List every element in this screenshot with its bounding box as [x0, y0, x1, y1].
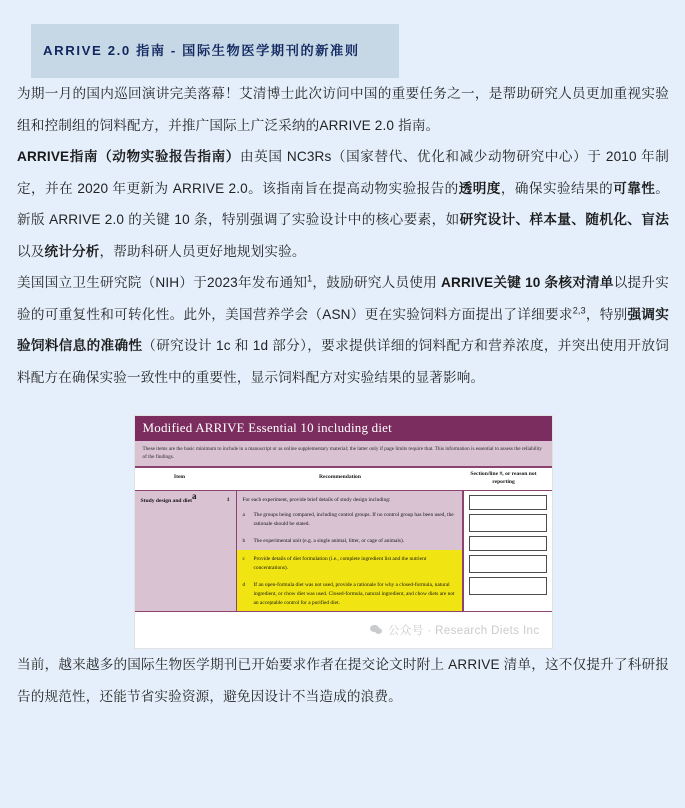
connector-text-2: 以及	[17, 243, 45, 259]
subrow-letter-d: d	[242, 582, 246, 589]
keyword-statistics: 统计分析	[44, 243, 100, 259]
paragraph-conclusion-text: 当前，越来越多的国际生物医学期刊已开始要求作者在提交论文时附上 ARRIVE 清单，这不仅提升了科研报告的规范性，还能节省实验资源，避免因设计不当造成的浪费。	[17, 657, 669, 704]
keyword-checklist: ARRIVE关键 10 条核对清单	[441, 275, 614, 291]
watermark-text: 公众号 · Research Diets Inc	[388, 625, 540, 638]
paragraph-nih-asn	[17, 267, 669, 393]
answer-input-d[interactable]	[469, 577, 547, 595]
recommendation-lead-text: For each experiment, provide brief details of study design including:	[242, 496, 391, 503]
recommendation-subrow-a	[237, 506, 462, 532]
arrive-guideline-name: ARRIVE指南（动物实验报告指南）	[17, 149, 240, 165]
paragraph-intro-text: 为期一月的国内巡回演讲完美落幕！艾清博士此次访问中国的重要任务之一，是帮助研究人员更加重视实验组和控制组的饲料配方，并推广国际上广泛采纳的ARRIVE 2.0 指南。	[17, 86, 669, 133]
watermark	[370, 622, 539, 638]
answer-input-c[interactable]	[469, 555, 547, 573]
keyword-transparency: 透明度	[458, 180, 501, 196]
page-title: ARRIVE 2.0 指南 - 国际生物医学期刊的新准则	[43, 43, 360, 59]
paragraph-arrive-background	[17, 141, 669, 267]
keyword-diet-accuracy: 强调实验饲料信息的准确性	[17, 306, 669, 354]
table-row-item-cell	[135, 491, 237, 612]
connector-text-3: ，鼓励研究人员使用	[312, 275, 442, 291]
arrive-checklist-figure	[134, 415, 553, 649]
connector-text-4: ，特别	[585, 306, 628, 322]
asn-requirement-text: 以提升实验的可重复性和可转化性。此外，美国营养学会（ASN）更在实验饲料方面提出了详细要求	[17, 275, 669, 322]
figure-container	[17, 415, 669, 649]
subrow-letter-a: a	[242, 512, 245, 519]
answer-input-a[interactable]	[469, 514, 547, 532]
essential-ten-text: 。新版 ARRIVE 2.0 的关键 10 条，特别强调了实验设计中的核心要素，如	[17, 180, 670, 228]
figure-table-body	[135, 491, 552, 612]
recommendation-lead	[237, 491, 462, 507]
item-number: 1	[226, 496, 230, 503]
wechat-icon	[370, 625, 383, 636]
recommendation-subrow-b	[237, 532, 462, 550]
subrow-text-c: Provide details of diet formulation (i.e., complete ingredient list and the nutrient concentrations).	[253, 556, 427, 571]
paragraph-conclusion	[17, 649, 669, 712]
figure-footer	[135, 611, 552, 648]
connector-text-1: ，确保实验结果的	[500, 180, 614, 196]
paragraph-2-tail: ，帮助科研人员更好地规划实验。	[99, 243, 306, 259]
figure-column-headers	[135, 468, 552, 490]
column-header-recommendation: Recommendation	[319, 474, 361, 481]
item-label-superscript: a	[191, 490, 197, 501]
recommendation-subrow-c	[237, 550, 462, 576]
recommendation-subrow-d	[237, 576, 462, 611]
subrow-letter-b: b	[242, 538, 246, 545]
subrow-text-d: If an open-formula diet was not used, provide a rationale for why a closed-formula, natural ingredient, or chow diet was used. Closed-formula, natural ingredient, and chow diets are not an acceptable control for a purified diet.	[253, 582, 455, 606]
article-title-banner	[31, 24, 399, 78]
article-content	[0, 78, 685, 730]
citation-marker-1: 1	[307, 273, 313, 284]
keyword-reliability: 可靠性	[613, 180, 656, 196]
figure-title: Modified ARRIVE Essential 10 including diet	[142, 420, 392, 436]
nih-notice-text: 美国国立卫生研究院（NIH）于2023年发布通知	[17, 275, 308, 291]
column-header-section: Section/line #, or reason not reporting	[470, 471, 537, 485]
table-row-section-cell	[464, 491, 552, 612]
keyword-design-elements: 研究设计、样本量、随机化、盲法	[459, 212, 669, 228]
subrow-letter-c: c	[242, 556, 245, 563]
item-label: Study design and diet	[140, 497, 192, 504]
column-header-item: Item	[173, 474, 186, 481]
answer-input-b[interactable]	[469, 536, 547, 551]
figure-subheading: These items are the basic minimum to include in a manuscript or as online supplementary material; the latter only if page limits require that. This information is essential to assess the reliability of the findings.	[135, 441, 552, 468]
subrow-text-b: The experimental unit (e.g. a single animal, litter, or cage of animals).	[253, 538, 405, 545]
subrow-text-a: The groups being compared, including control groups. If no control group has been used, the rationale should be stated.	[253, 512, 454, 527]
article-page	[0, 24, 685, 808]
paragraph-3-tail: （研究设计 1c 和 1d 部分），要求提供详细的饲料配方和营养浓度，并突出使用开放饲料配方在确保实验一致性中的重要性，显示饲料配方对实验结果的显著影响。	[17, 338, 669, 385]
table-row-recommendation-cell	[237, 491, 464, 612]
answer-input-lead[interactable]	[469, 495, 547, 510]
citation-marker-2: 2,3	[572, 305, 586, 316]
paragraph-intro	[17, 78, 669, 141]
figure-header-bar	[135, 416, 552, 441]
arrive-origin-text: 由英国 NC3Rs（国家替代、优化和减少动物研究中心）于 2010 年制定，并在 2020 年更新为 ARRIVE 2.0。该指南旨在提高动物实验报告的	[17, 149, 669, 196]
bottom-spacer	[17, 712, 669, 730]
